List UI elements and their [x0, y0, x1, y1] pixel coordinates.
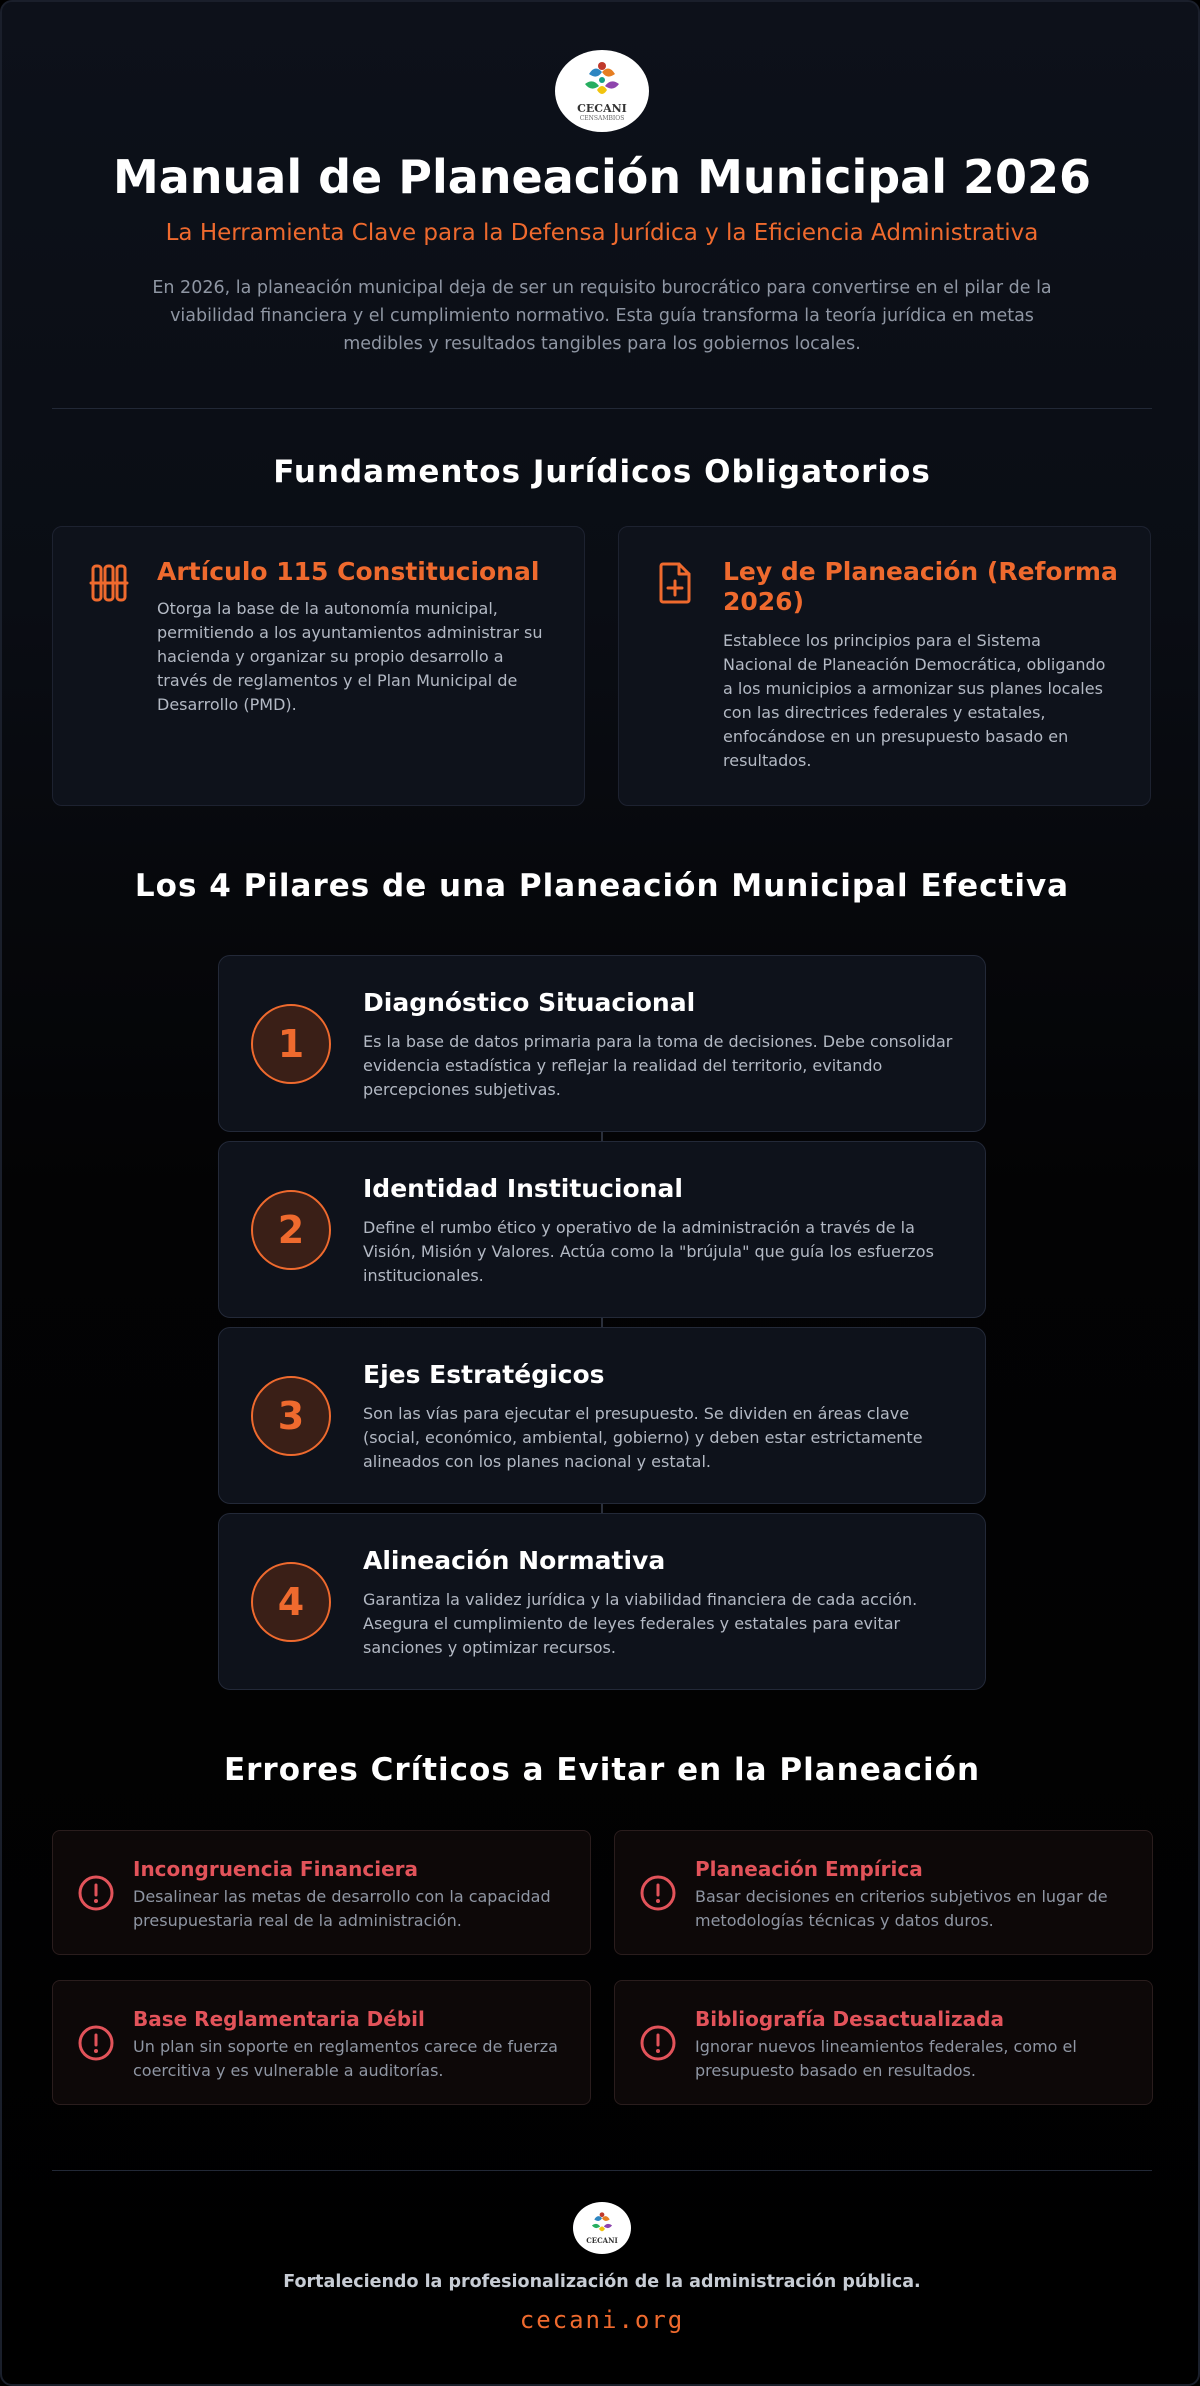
logo-emblem-icon [575, 60, 629, 100]
pillar-title: Alineación Normativa [363, 1546, 666, 1575]
error-title: Bibliografía Desactualizada [695, 2007, 1004, 2031]
error-card [614, 1830, 1153, 1955]
pillar-description: Son las vías para ejecutar el presupuesto. Se dividen en áreas clave (social, económico, ambiental, gobierno) y deben estar estrictamente alineados con los planes nacional y estatal. [363, 1404, 923, 1471]
pillar-title: Diagnóstico Situacional [363, 988, 696, 1017]
page-title: Manual de Planeación Municipal 2026 [112, 150, 1092, 204]
pillar-card [218, 955, 986, 1132]
pillar-number-badge: 1 [251, 1004, 331, 1084]
error-title: Base Reglamentaria Débil [133, 2007, 425, 2031]
footer-website-link[interactable]: cecani.org [519, 2306, 685, 2334]
footer-logo-text: CECANI [586, 2236, 618, 2245]
divider [52, 2170, 1152, 2171]
pillar-card [218, 1327, 986, 1504]
pillar-card [218, 1141, 986, 1318]
pillar-number-badge: 4 [251, 1562, 331, 1642]
error-title: Planeación Empírica [695, 1857, 923, 1881]
section-title-pilares: Los 4 Pilares de una Planeación Municipal Efectiva [134, 868, 1070, 904]
logo-text: CECANI [577, 102, 627, 115]
alert-circle-icon [639, 2024, 677, 2062]
error-description: Desalinear las metas de desarrollo con la capacidad presupuestaria real de la administración. [133, 1887, 551, 1930]
logo-subtext: CENSAMBIOS [579, 115, 625, 122]
section-title-errores: Errores Críticos a Evitar en la Planeación [223, 1752, 981, 1788]
file-plus-icon [655, 561, 695, 605]
pillar-title: Identidad Institucional [363, 1174, 683, 1203]
footer-logo [573, 2202, 631, 2254]
section-title-fundamentos: Fundamentos Jurídicos Obligatorios [273, 454, 931, 490]
error-description: Basar decisiones en criterios subjetivos en lugar de metodologías técnicas y datos duros. [695, 1887, 1108, 1930]
alert-circle-icon [639, 1874, 677, 1912]
card-title: Artículo 115 Constitucional [157, 557, 540, 586]
pillar-description: Define el rumbo ético y operativo de la administración a través de la Visión, Misión y Valores. Actúa como la "brújula" que guía los esfuerzos institucionales. [363, 1218, 934, 1285]
error-description: Un plan sin soporte en reglamentos carece de fuerza coercitiva y es vulnerable a auditorías. [133, 2037, 558, 2080]
pillar-card [218, 1513, 986, 1690]
error-card [614, 1980, 1153, 2105]
error-title: Incongruencia Financiera [133, 1857, 419, 1881]
pillar-description: Es la base de datos primaria para la toma de decisiones. Debe consolidar evidencia estadística y reflejar la realidad del territorio, evitando percepciones subjetivas. [363, 1032, 953, 1099]
card-articulo-115 [52, 526, 585, 806]
divider [52, 408, 1152, 409]
intro-paragraph: En 2026, la planeación municipal deja de ser un requisito burocrático para convertirse en el pilar de la viabilidad financiera y el cumplimiento normativo. Esta guía transforma la teoría jurídica en metas medibles y resultados tangibles para los gobiernos locales. [152, 278, 1052, 354]
pillar-number-badge: 3 [251, 1376, 331, 1456]
error-card [52, 1980, 591, 2105]
footer-tagline: Fortaleciendo la profesionalización de la administración pública. [283, 2272, 921, 2292]
card-ley-planeacion [618, 526, 1151, 806]
pillar-number-badge: 2 [251, 1190, 331, 1270]
columns-icon [89, 561, 129, 605]
pillar-description: Garantiza la validez jurídica y la viabilidad financiera de cada acción. Asegura el cumplimiento de leyes federales y estatales para evitar sanciones y optimizar recursos. [363, 1590, 918, 1657]
page-subtitle: La Herramienta Clave para la Defensa Jurídica y la Eficiencia Administrativa [165, 220, 1039, 246]
pillar-title: Ejes Estratégicos [363, 1360, 605, 1389]
card-description: Establece los principios para el Sistema Nacional de Planeación Democrática, obligando a los municipios a armonizar sus planes locales con las directrices federales y estatales, enfocándose en un presupuesto basado en resultados. [723, 631, 1106, 770]
error-card [52, 1830, 591, 1955]
alert-circle-icon [77, 1874, 115, 1912]
error-description: Ignorar nuevos lineamientos federales, como el presupuesto basado en resultados. [695, 2037, 1077, 2080]
card-title: Ley de Planeación (Reforma 2026) [723, 557, 1118, 616]
card-description: Otorga la base de la autonomía municipal, permitiendo a los ayuntamientos administrar su hacienda y organizar su propio desarrollo a través de reglamentos y el Plan Municipal de Desarrollo (PMD). [157, 599, 543, 714]
cecani-logo [555, 50, 649, 132]
alert-circle-icon [77, 2024, 115, 2062]
logo-emblem-icon [586, 2211, 618, 2235]
